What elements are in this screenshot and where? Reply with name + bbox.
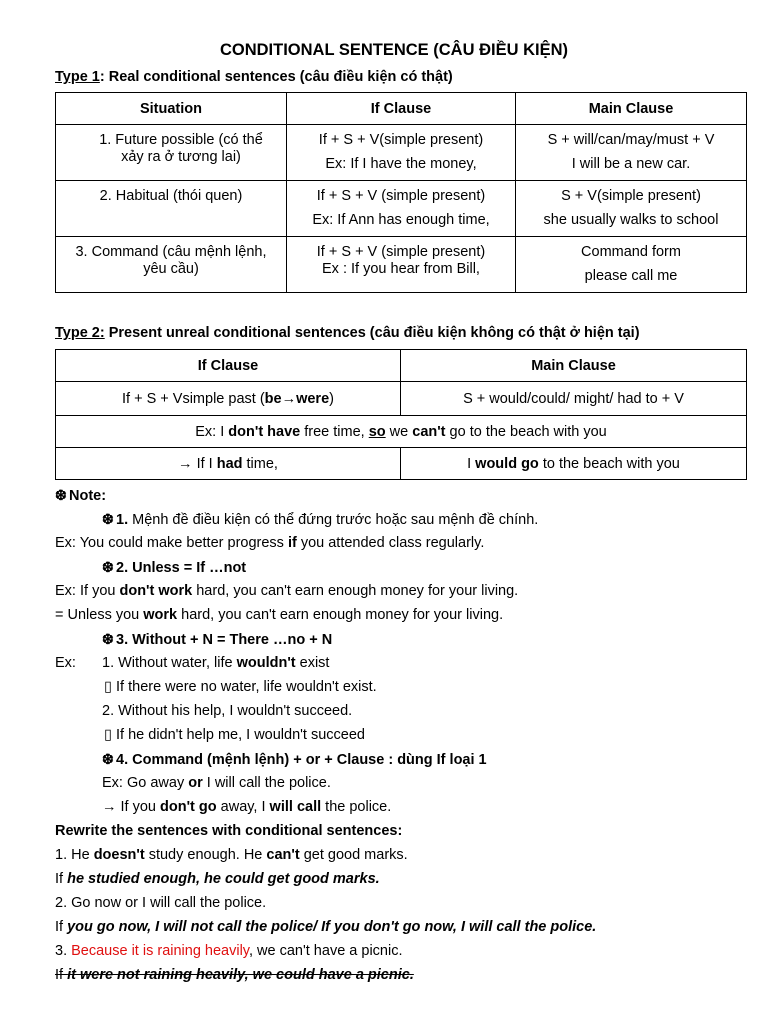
box-glyph-icon: ▯ [104,679,112,695]
text: 1. Without water, life [102,655,237,671]
bold-text: don't work [119,583,193,599]
note-3-rewrite-2 [104,726,365,744]
type2-table [55,349,747,480]
note-number: 1. [116,512,129,528]
note-text: 3. Without + N = There …no + N [116,632,333,648]
text: exist [295,655,330,671]
table-row [56,237,747,293]
note-2 [102,558,246,577]
main-clause-formula: Command form [581,244,681,260]
text: get good marks. [299,847,408,863]
type2-header-row [56,350,747,382]
text: Ex: Go away [102,775,189,791]
text: If [55,871,68,887]
page-title: CONDITIONAL SENTENCE (CÂU ĐIỀU KIỆN) [219,41,569,59]
bold-text: work [143,607,178,623]
note-text: Mệnh đề điều kiện có thể đứng trước hoặc sau mệnh đề chính. [128,512,539,528]
type2-label: Type 2: [55,325,105,341]
table-row [56,382,747,416]
if-clause-example: Ex: If I have the money, [325,156,477,172]
formula-close: ) [329,390,334,407]
if-clause-example: Ex: If Ann has enough time, [312,212,490,228]
text: study enough. He [144,847,267,863]
note-4-rewrite [102,798,391,816]
text: If there were no water, life wouldn't exist. [111,679,377,695]
example-text: we [385,423,413,440]
note-text: 4. Command (mệnh lệnh) + or + Clause : dùng If loại 1 [116,752,487,768]
exercise-answer-1 [55,870,380,888]
type2-desc: Present unreal conditional sentences (câu điều kiện không có thật ở hiện tại) [104,325,640,341]
exercise-question-2: 2. Go now or I will call the police. [55,895,267,911]
type1-header-row [56,93,747,125]
answer-text: it were not raining heavily, we could have a picnic. [67,967,414,983]
type1-heading [55,68,453,86]
note-3-rewrite-1 [104,678,377,696]
type1-header-if: If Clause [287,93,516,125]
type1-header-main: Main Clause [516,93,747,125]
bold-text: will call [269,799,322,815]
arrow-icon: → [281,390,297,407]
if-clause-formula: If + S + V(simple present) [318,132,484,148]
type2-if-formula [56,382,401,416]
text: , we can't have a picnic. [248,943,403,959]
main-clause-formula: S + will/can/may/must + V [547,132,715,148]
table-row [56,181,747,237]
text: I will call the police. [202,775,331,791]
text: 3. [55,943,72,959]
type2-result-if [56,448,401,480]
text: If [55,919,68,935]
note-heading [55,486,106,505]
exercise-answer-2 [55,918,596,936]
type2-main-formula: S + would/could/ might/ had to + V [401,382,747,416]
example-bold: can't [412,423,446,440]
formula-were: were [296,390,330,407]
example-so: so [368,423,386,440]
situation-cell: 2. Habitual (thói quen) [99,188,243,204]
table-row [56,125,747,181]
formula-text: If + S + Vsimple past ( [122,390,265,407]
result-text: time, [242,455,278,472]
note-4 [102,750,487,769]
result-text: I [467,455,476,472]
note-3-example-1 [102,654,329,672]
arrow-icon: → [102,799,117,815]
exercise-answer-3 [55,966,414,984]
main-clause-example: I will be a new car. [571,156,691,172]
text: If [55,967,68,983]
type2-header-main: Main Clause [401,350,747,382]
table-row [56,416,747,448]
exercise-question-1 [55,846,408,864]
example-text: go to the beach with you [445,423,607,440]
formula-be: be [264,390,282,407]
note-text: 2. Unless = If …not [116,560,247,576]
exercise-heading: Rewrite the sentences with conditional sentences: [55,823,403,839]
if-clause-example: Ex : If you hear from Bill, [322,261,480,277]
result-bold: had [216,455,243,472]
type2-result-main [401,448,747,480]
text: If he didn't help me, I wouldn't succeed [111,727,365,743]
result-bold: would go [475,455,539,472]
type2-example [56,416,747,448]
situation-cell: 3. Command (câu mệnh lệnh, yêu cầu) [75,244,267,277]
type1-desc: : Real conditional sentences (câu điều kiện có thật) [99,69,453,85]
note-label: Note: [69,488,107,504]
note-3-example-label: Ex: [55,655,76,671]
main-clause-formula: S + V(simple present) [561,188,701,204]
text: Ex: If you [55,583,120,599]
text: Ex: You could make better progress [55,535,288,551]
snowflake-icon: ❆ [102,631,114,647]
text: = Unless you [55,607,144,623]
note-2-example [55,582,518,600]
text: you attended class regularly. [296,535,485,551]
table-row [56,448,747,480]
snowflake-icon: ❆ [55,487,67,503]
text: 1. He [55,847,94,863]
note-3 [102,630,332,649]
exercise-question-3 [55,942,402,960]
bold-text: can't [266,847,300,863]
note-4-example [102,774,331,792]
highlighted-text: Because it is raining heavily [71,943,249,959]
text: If you [116,799,161,815]
text: away, I [216,799,270,815]
example-text: free time, [300,423,369,440]
answer-text: he studied enough, he could get good marks. [67,871,380,887]
example-bold: don't have [228,423,301,440]
main-clause-example: please call me [584,268,678,284]
type1-table [55,92,747,293]
note-2-equivalent [55,606,503,624]
type2-heading [55,324,640,342]
type2-header-if: If Clause [56,350,401,382]
if-clause-formula: If + S + V (simple present) [316,244,486,260]
example-text: Ex: I [195,423,229,440]
bold-text: doesn't [93,847,145,863]
bold-text: don't go [160,799,217,815]
main-clause-example: she usually walks to school [543,212,719,228]
snowflake-icon: ❆ [102,751,114,767]
type1-header-situation: Situation [56,93,287,125]
answer-text: you go now, I will not call the police/ If you don't go now, I will call the police. [67,919,597,935]
bold-text: wouldn't [236,655,296,671]
snowflake-icon: ❆ [102,559,114,575]
note-1-example [55,534,484,552]
bold-text: if [287,535,297,551]
result-text: to the beach with you [538,455,680,472]
if-clause-formula: If + S + V (simple present) [316,188,486,204]
snowflake-icon: ❆ [102,511,114,527]
note-1 [102,510,538,529]
text: hard, you can't earn enough money for your living. [192,583,519,599]
box-glyph-icon: ▯ [104,727,112,743]
type1-label: Type 1 [55,69,100,85]
bold-text: or [188,775,203,791]
text: hard, you can't earn enough money for your living. [177,607,504,623]
note-3-example-2: 2. Without his help, I wouldn't succeed. [102,703,353,719]
result-text: If I [192,455,217,472]
situation-cell: 1. Future possible (có thể xảy ra ở tương lai) [99,132,263,165]
text: the police. [321,799,392,815]
arrow-icon: → [178,455,193,472]
